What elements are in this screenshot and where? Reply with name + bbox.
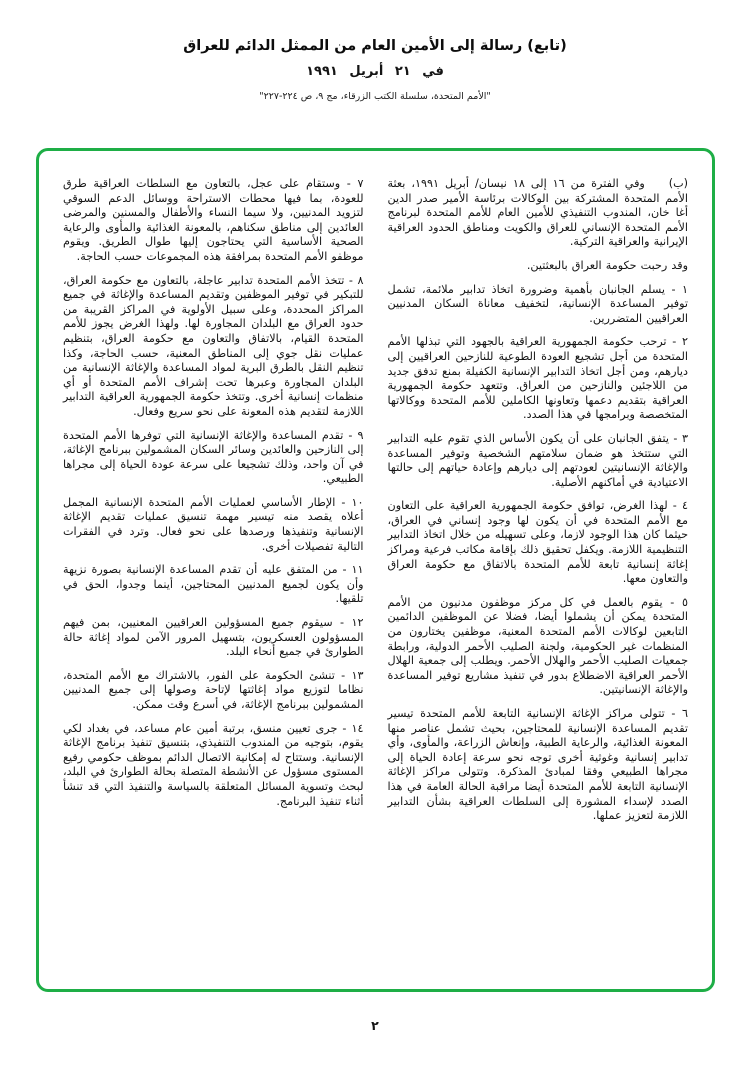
- paragraph-10: ١٠ - الإطار الأساسي لعمليات الأمم المتحدة الإنسانية المجمل أعلاه يقصد منه تيسير مهمة تنسيق عمليات تقديم الإغاثة الإنسانية وتنفيذها ورصدها على نحو فعال. وترد في الفقرات التالية تفصيلات أخرى.: [63, 495, 364, 553]
- paragraph-14: ١٤ - جرى تعيين منسق، برتبة أمين عام مساعد، في بغداد لكي يقوم، بتوجيه من المندوب التنفيذي، بتنسيق تنفيذ برنامج الإغاثة الإنسانية. وستتاح له إمكانية الاتصال الدائم بموظف حكومي رفيع المستوى مسؤول عن الأنشطة المتصلة بحالة الطوارئ في البلد، لبحث وتسوية المسائل المتعلقة بالسياسة والتنفيذ التي قد تنشأ أثناء تنفيذ البرنامج.: [63, 721, 364, 808]
- paragraph-5: ٥ - يقوم بالعمل في كل مركز موظفون مدنيون من الأمم المتحدة يمكن أن يشملوا أيضا، فضلا عن الموظفين الدائمين التابعين لوكالات الأمم المتحدة المعنية، موظفين يختارون من المنظمات غير الحكومية، ولجنة الصليب الأحمر الدولية، ورابطة جمعيات الصليب الأحمر والهلال الأحمر. ويطلب إلى جمعية الهلال الأحمر العراقية الاضطلاع بدور في تنفيذ مشاريع توفير المساعدة والإغاثة الإنسانيتين.: [387, 595, 688, 697]
- paragraph-7: ٧ - وستقام على عجل، بالتعاون مع السلطات العراقية طرق للعودة، بما فيها محطات الاستراحة ووسائل الدعم السوقي لتزويد المدنيين، ولا سيما النساء والأطفال والمسنين والمرضى العائدين إلى مناطق سكناهم، بالمعونة الغذائية والمأوى والرعاية الصحية الأساسية التي يحتاجون إليها طوال الطريق. ويقوم موظفو الأمم المتحدة بمرافقة هذه المجموعات حسب الحاجة.: [63, 177, 364, 263]
- page-number: ٢: [371, 1018, 379, 1033]
- paragraph-8: ٨ - تتخذ الأمم المتحدة تدابير عاجلة، بالتعاون مع حكومة العراق، للتبكير في توفير الموظفين وتقديم المساعدة والإغاثة في جميع المراكز المحددة، وعلى سبيل الأولوية في المراكز القريبة من حدود العراق مع البلدان المجاورة لها. ولهذا الغرض يجوز للأمم المتحدة القيام، بالاتفاق والتعاون مع حكومة العراق، بتنظيم عمليات نقل جوي إلى المناطق المعنية، حسب الحاجة، وكذا تنظيم النقل بالطرق البرية لمواد المساعدة والإغاثة الإنسانية من البلدان المجاورة وعبرها تحت إشراف الأمم المتحدة أو أي منظمات إنسانية أخرى. وتتخذ حكومة الجمهورية العراقية التدابير اللازمة لتقديم هذه المعونة على نحو سريع وفعال.: [63, 273, 364, 418]
- paragraph-13: ١٣ - تنشئ الحكومة على الفور، بالاشتراك مع الأمم المتحدة، نظاما لتوزيع مواد إغاثتها لإتاحة وصولها إلى جميع المدنيين المشمولين ببرنامج الإغاثة، في أسرع وقت ممكن.: [63, 668, 364, 711]
- source-citation: "الأمم المتحدة، سلسلة الكتب الزرقاء، مج ٩، ص ٢٢٤-٢٢٧": [259, 91, 491, 102]
- paragraph-2: ٢ - ترحب حكومة الجمهورية العراقية بالجهود التي تبذلها الأمم المتحدة من أجل تشجيع العودة الطوعية للنازحين العراقيين إلى ديارهم، ومن أجل اتخاذ التدابير الإنسانية الكفيلة بمنع تدفق جديد من اللاجئين والنازحين من العراق. وتتعهد حكومة الجمهورية العراقية بتقديم دعمها وتعاونها الكاملين للأمم المتحدة ووكالاتها المتخصصة وبرامجها في هذا الصدد.: [387, 335, 688, 422]
- document-header: [0, 38, 750, 102]
- document-title: (تابع) رسالة إلى الأمين العام من الممثل الدائم للعراق: [183, 38, 567, 54]
- two-column-layout: [63, 177, 688, 971]
- paragraph-intro-b: (ب) وفي الفترة من ١٦ إلى ١٨ نيسان/ أبريل ١٩٩١، بعثة الأمم المتحدة المشتركة بين الوكالات برئاسة الأمير صدر الدين أغا خان، المندوب التنفيذي للأمين العام للأمم المتحدة لبرنامج الأمم المتحدة الإنساني للعراق والكويت ومناطق الحدود العراقية الإيرانية والعراقية التركية.: [387, 177, 688, 249]
- bordered-content-box: [36, 148, 715, 992]
- column-left: [63, 177, 364, 971]
- paragraph-6: ٦ - تتولى مراكز الإغاثة الإنسانية التابعة للأمم المتحدة تيسير تقديم المساعدة الإنسانية للمحتاجين، بحيث تشمل عناصر منها المعونة الغذائية، والرعاية الطبية، وإنعاش الزراعة، والمأوى، وأي تدابير إنسانية وغوثية أخرى توجه نحو سرعة إعادة الحياة إلى مجراها الطبيعي وفقا لمبادئ المذكرة. وتتولى مراكز الإغاثة الإنسانية التابعة للأمم المتحدة أيضا مراقبة الحالة العامة في هذا الصدد لإسداء المشورة إلى السلطات العراقية بشأن التدابير اللازمة لتعزيز عملها.: [387, 707, 688, 823]
- paragraph-3: ٣ - يتفق الجانبان على أن يكون الأساس الذي تقوم عليه التدابير التي ستتخذ هو ضمان سلامتهم الشخصية وتوفير المساعدة والإغاثة الإنسانيتين لعودتهم إلى ديارهم وإعادة حياتهم إلى حالتها الاعتيادية في أماكنهم الأصلية.: [387, 431, 688, 489]
- paragraph-9: ٩ - تقدم المساعدة والإغاثة الإنسانية التي توفرها الأمم المتحدة إلى النازحين والعائدين وسائر السكان المشمولين ببرنامج الإغاثة، في آن واحد، وذلك تشجيعا على سرعة عودة الحياة إلى مجراها الطبيعي.: [63, 428, 364, 486]
- paragraph-12: ١٢ - سيقوم جميع المسؤولين العراقيين المعنيين، بمن فيهم المسؤولون العسكريون، بتسهيل المرور الآمن لمواد إغاثة حالة الطوارئ في جميع أنحاء البلد.: [63, 616, 364, 659]
- paragraph-4: ٤ - لهذا الغرض، توافق حكومة الجمهورية العراقية على التعاون مع الأمم المتحدة في أن يكون لها وجود إنساني في العراق، حيثما كان هذا الوجود لازما، وعلى تسهيله من خلال اتخاذ التدابير التنظيمية اللازمة. ويكفل تحقيق ذلك بإقامة مكاتب فرعية ومراكز إغاثة إنسانية تابعة للأمم المتحدة بالاتفاق مع حكومة العراق والتعاون معها.: [387, 499, 688, 586]
- document-date-line: في ٢١ أبريل ١٩٩١: [306, 64, 444, 79]
- paragraph-1: ١ - يسلم الجانبان بأهمية وضرورة اتخاذ تدابير ملائمة، تشمل توفير المساعدة الإنسانية، لتخفيف معاناة السكان المدنيين العراقيين المتضررين.: [387, 282, 688, 325]
- paragraph: وقد رحبت حكومة العراق بالبعثتين.: [526, 258, 688, 272]
- column-right: [388, 177, 689, 971]
- paragraph-11: ١١ - من المتفق عليه أن تقدم المساعدة الإنسانية بصورة نزيهة وأن يكون لجميع المدنيين المحتاجين، أينما وجدوا، الحق في تلقيها.: [63, 563, 364, 606]
